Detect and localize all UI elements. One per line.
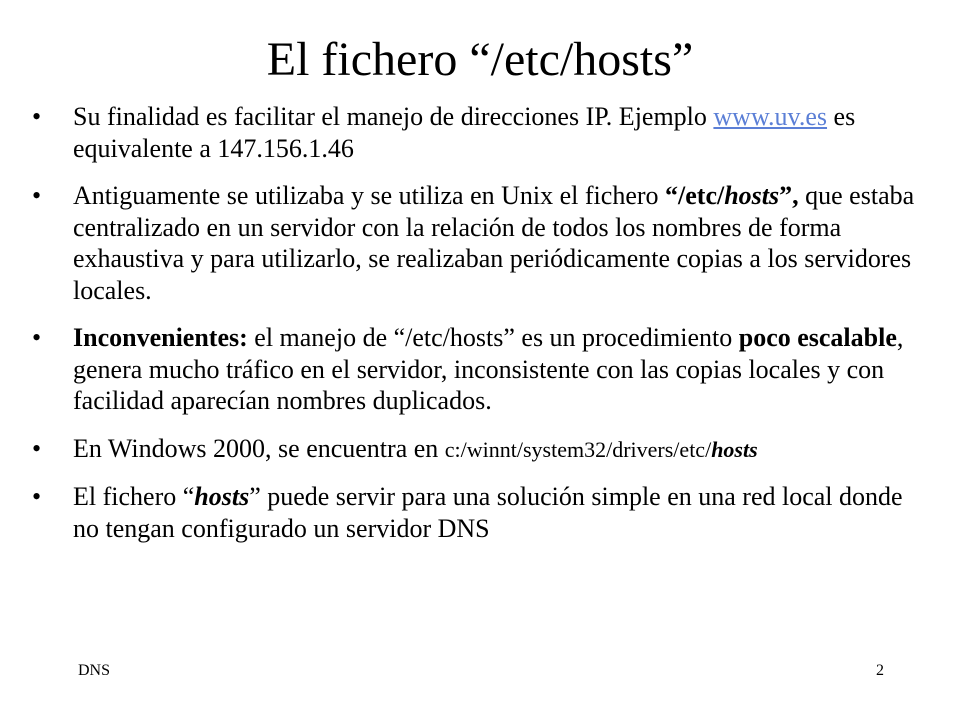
bold-text: ”, bbox=[779, 181, 799, 210]
bullet-text: que estaba centralizado en un servidor con la relación de todos los nombres de forma exhaustiva y para utilizarlo, se realizaban periódicamente copias a los servidores locales. bbox=[73, 181, 915, 305]
bullet-icon: • bbox=[32, 181, 42, 210]
bullet-item-windows-path bbox=[32, 433, 928, 466]
bullet-text: Antiguamente se utilizaba y se utiliza en Unix el fichero bbox=[73, 181, 666, 210]
footer-label: DNS bbox=[78, 662, 111, 679]
slide-title: El fichero “/etc/hosts” bbox=[266, 33, 694, 86]
bullet-text: el manejo de “/etc/hosts” es un procedimiento bbox=[247, 323, 739, 352]
bold-text: Inconvenientes: bbox=[73, 323, 248, 352]
bullet-list bbox=[32, 101, 928, 560]
bold-text: “/etc/ bbox=[665, 181, 725, 210]
bullet-text: ” puede servir para una solución simple en una red local donde no tengan configurado un servidor DNS bbox=[73, 482, 903, 543]
bullet-item-history bbox=[32, 180, 928, 306]
bullet-text: Su finalidad es facilitar el manejo de direcciones IP. Ejemplo bbox=[73, 102, 714, 131]
bullet-text: El fichero “ bbox=[73, 482, 195, 511]
bold-text: poco escalable bbox=[738, 323, 897, 352]
bold-italic-text: hosts bbox=[724, 181, 780, 210]
bullet-icon: • bbox=[32, 102, 42, 131]
file-path: c:/winnt/system32/drivers/etc/ bbox=[444, 436, 712, 462]
bold-italic-text: hosts bbox=[711, 436, 758, 462]
bullet-item-purpose bbox=[32, 101, 928, 164]
bullet-icon: • bbox=[32, 433, 42, 463]
page-number: 2 bbox=[876, 662, 884, 679]
bullet-text: , genera mucho tráfico en el servidor, inconsistente con las copias locales y con facilidad aparecían nombres duplicados. bbox=[73, 323, 904, 415]
bullet-item-drawbacks bbox=[32, 322, 928, 417]
bullet-text: En Windows 2000, se encuentra en bbox=[73, 433, 445, 463]
bullet-item-usage bbox=[32, 481, 928, 544]
bullet-icon: • bbox=[32, 482, 42, 511]
example-link[interactable]: www.uv.es bbox=[713, 102, 828, 131]
bullet-icon: • bbox=[32, 323, 42, 352]
bold-italic-text: hosts bbox=[194, 482, 250, 511]
bullet-text: es equivalente a 147.156.1.46 bbox=[73, 102, 856, 163]
